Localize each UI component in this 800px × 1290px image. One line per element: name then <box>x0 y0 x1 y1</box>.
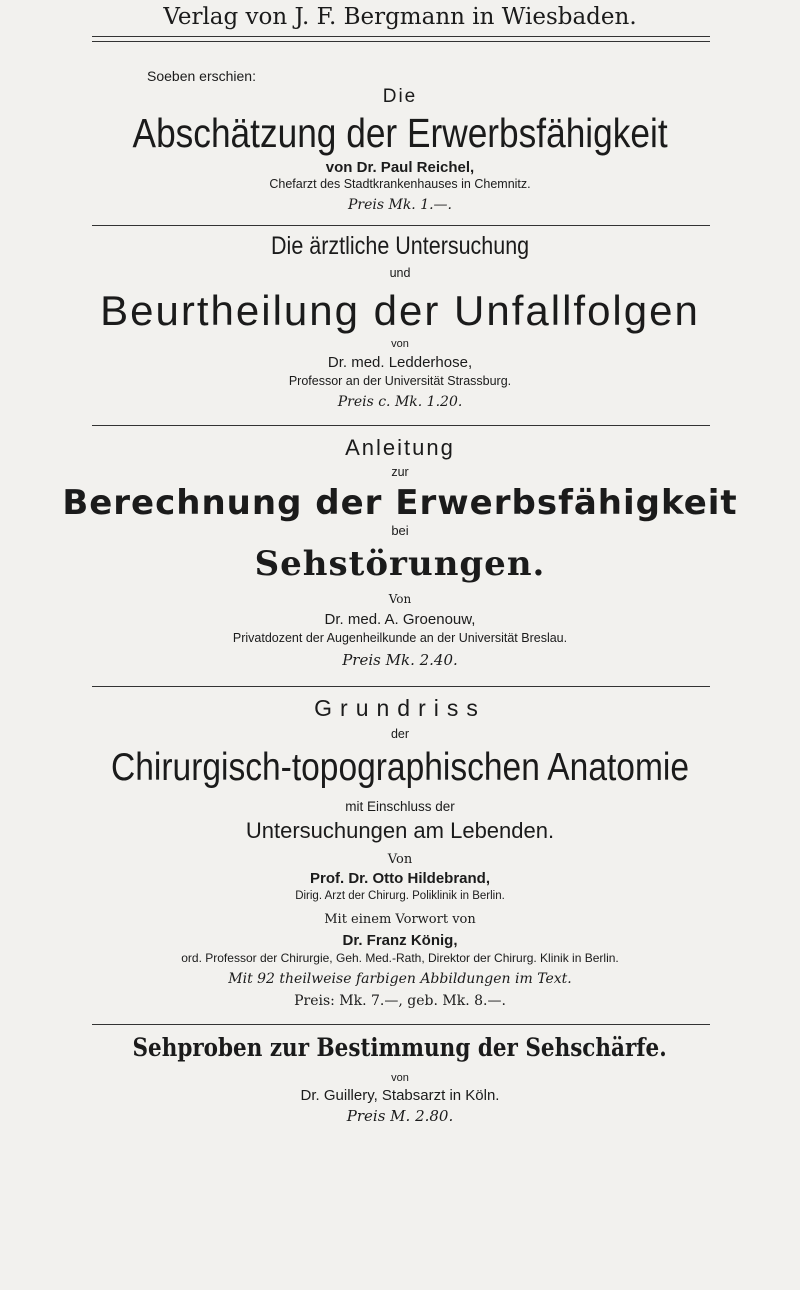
book4-illustrations: Mit 92 theilweise farbigen Abbildungen im Text. <box>228 971 572 987</box>
divider-3 <box>92 686 710 687</box>
publisher-header: Verlag von J. F. Bergmann in Wiesbaden. <box>163 4 637 30</box>
book4-connector: der <box>390 727 410 741</box>
book4-affiliation2: ord. Professor der Chirurgie, Geh. Med.-Rath, Direktor der Chirurg. Klinik in Berlin. <box>181 951 619 965</box>
header-rule-top <box>92 36 710 37</box>
book5-title: Sehproben zur Bestimmung der Sehschärfe. <box>132 1033 668 1062</box>
book1-title: Abschätzung der Erwerbsfähigkeit <box>132 110 668 156</box>
book5-von: von <box>391 1072 409 1084</box>
book3-subtitle: Sehstörungen. <box>254 544 546 584</box>
book1-pre-title: Die <box>382 86 418 107</box>
book4-line-a: mit Einschluss der <box>345 799 455 814</box>
book1-price: Preis Mk. 1.—. <box>347 197 453 213</box>
book4-title-top: Grundriss <box>314 695 486 721</box>
book2-price: Preis c. Mk. 1.20. <box>337 394 463 410</box>
book4-price: Preis: Mk. 7.—, geb. Mk. 8.—. <box>294 993 506 1009</box>
divider-4 <box>92 1024 710 1025</box>
book3-connector2: bei <box>391 523 409 538</box>
divider-1 <box>92 225 710 226</box>
divider-2 <box>92 425 710 426</box>
book3-author: Dr. med. A. Groenouw, <box>324 611 476 628</box>
book1-affiliation: Chefarzt des Stadtkrankenhauses in Chemnitz. <box>269 177 531 191</box>
book3-von: Von <box>388 592 412 606</box>
book2-title-top: Die ärztliche Untersuchung <box>270 232 530 260</box>
header-rule-bottom <box>92 41 710 42</box>
book5-author: Dr. Guillery, Stabsarzt in Köln. <box>300 1087 500 1104</box>
book2-author: Dr. med. Ledderhose, <box>327 354 473 371</box>
book4-line-b: Untersuchungen am Lebenden. <box>245 818 555 843</box>
book2-title: Beurtheilung der Unfallfolgen <box>100 287 700 334</box>
book4-affiliation: Dirig. Arzt der Chirurg. Poliklinik in Berlin. <box>295 890 505 902</box>
book4-title: Chirurgisch-topographischen Anatomie <box>111 746 689 789</box>
book3-title: Berechnung der Erwerbsfähigkeit <box>62 483 738 523</box>
book2-connector: und <box>389 266 411 280</box>
book3-title-top: Anleitung <box>345 435 455 460</box>
book3-affiliation: Privatdozent der Augenheilkunde an der Universität Breslau. <box>232 631 568 645</box>
book3-connector: zur <box>391 465 409 479</box>
book4-author: Prof. Dr. Otto Hildebrand, <box>309 870 490 887</box>
book5-price: Preis M. 2.80. <box>346 1107 454 1125</box>
book2-affiliation: Professor an der Universität Strassburg. <box>288 374 512 388</box>
book1-author: von Dr. Paul Reichel, <box>325 159 475 176</box>
intro-text: Soeben erschien: <box>147 68 256 84</box>
book3-price: Preis Mk. 2.40. <box>342 651 458 669</box>
book4-von: Von <box>387 852 413 867</box>
book4-foreword: Mit einem Vorwort von <box>324 912 476 927</box>
book4-author2: Dr. Franz König, <box>342 932 458 949</box>
book2-von: von <box>391 338 409 350</box>
